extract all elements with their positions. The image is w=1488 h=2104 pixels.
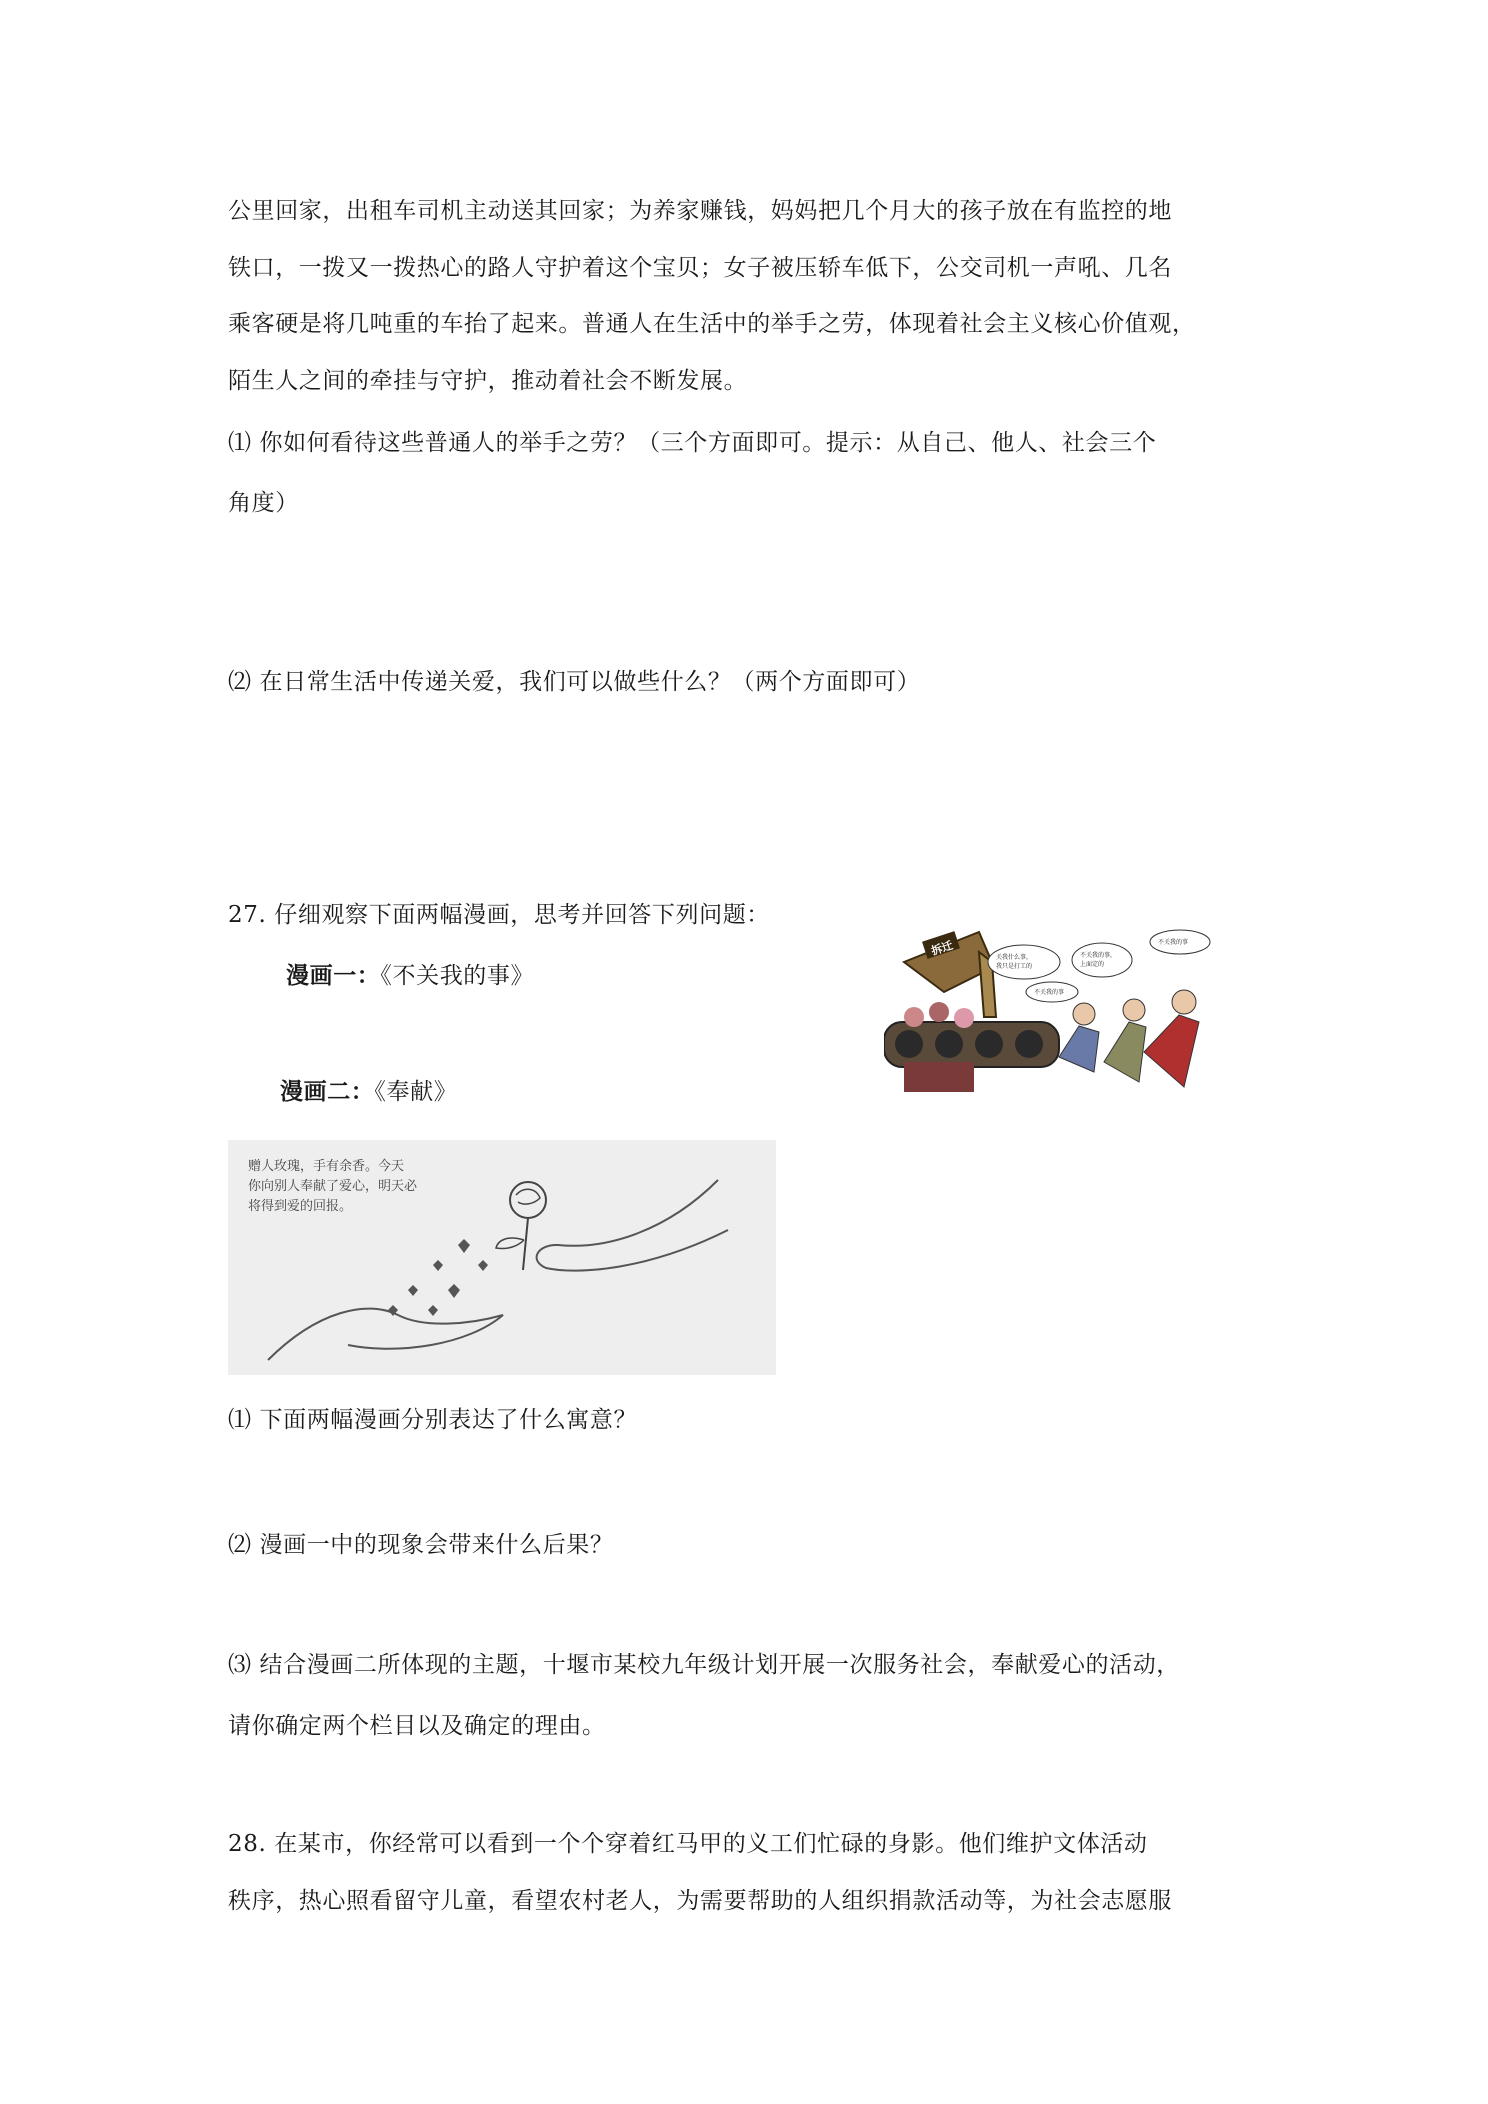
comic2-drawing: [228, 1140, 776, 1375]
comic2-image: [228, 1140, 776, 1375]
comic2-caption: 赠人玫瑰，手有余香。今天: [248, 1159, 405, 1174]
q27-sub2: ⑵ 漫画一中的现象会带来什么后果？: [228, 1532, 614, 1558]
q27-sub3-cont: 请你确定两个栏目以及确定的理由。: [228, 1713, 606, 1739]
comic2-heading: [280, 1077, 457, 1107]
comic1-bubble: 我只是打工的: [996, 963, 1033, 970]
comic1-heading: [286, 961, 534, 991]
q27-stem: 27. 仔细观察下面两幅漫画，思考并回答下列问题：: [228, 902, 770, 928]
q26-sub2: ⑵ 在日常生活中传递关爱，我们可以做些什么？（两个方面即可）: [228, 669, 921, 695]
comic1-bubble: 关我什么事，: [996, 954, 1033, 961]
q27-sub1: ⑴ 下面两幅漫画分别表达了什么寓意？: [228, 1407, 638, 1433]
comic2-caption: 将得到爱的回报。: [248, 1199, 353, 1214]
q26-sub1: ⑴ 你如何看待这些普通人的举手之劳？（三个方面即可。提示：从自己、他人、社会三个: [228, 430, 1157, 456]
passage-line: 铁口，一拨又一拨热心的路人守护着这个宝贝；女子被压轿车低下，公交司机一声吼、几名: [228, 255, 1172, 281]
passage-line: 公里回家，出租车司机主动送其回家；为养家赚钱，妈妈把几个月大的孩子放在有监控的地: [228, 198, 1172, 224]
comic2-title: 《奉献》: [374, 1079, 458, 1105]
passage-line: 陌生人之间的牵挂与守护，推动着社会不断发展。: [228, 368, 748, 394]
q26-sub1-cont: 角度）: [228, 490, 299, 516]
comic1-label: 漫画一：: [286, 962, 381, 989]
comic2-caption: 你向别人奉献了爱心，明天必: [248, 1179, 418, 1194]
comic1-image: [884, 922, 1224, 1107]
q27-sub3: ⑶ 结合漫画二所体现的主题，十堰市某校九年级计划开展一次服务社会，奉献爱心的活动，: [228, 1652, 1180, 1678]
comic1-title: 《不关我的事》: [380, 963, 535, 989]
comic1-bubble: 上面定的: [1080, 961, 1105, 968]
passage-line: 乘客硬是将几吨重的车抬了起来。普通人在生活中的举手之劳，体现着社会主义核心价值观，: [228, 311, 1196, 337]
comic1-bubble: 不关我的事: [1034, 989, 1065, 996]
comic1-sign: 拆迁: [929, 938, 955, 958]
comic1-drawing: [884, 922, 1224, 1107]
comic1-bubble: 不关我的事，: [1080, 952, 1117, 959]
q28-stem: 28. 在某市，你经常可以看到一个个穿着红马甲的义工们忙碌的身影。他们维护文体活动: [228, 1831, 1148, 1857]
q28-stem-cont: 秩序，热心照看留守儿童，看望农村老人，为需要帮助的人组织捐款活动等，为社会志愿服: [228, 1888, 1172, 1914]
comic1-bubble: 不关我的事: [1158, 939, 1189, 946]
comic2-label: 漫画二：: [280, 1078, 375, 1105]
